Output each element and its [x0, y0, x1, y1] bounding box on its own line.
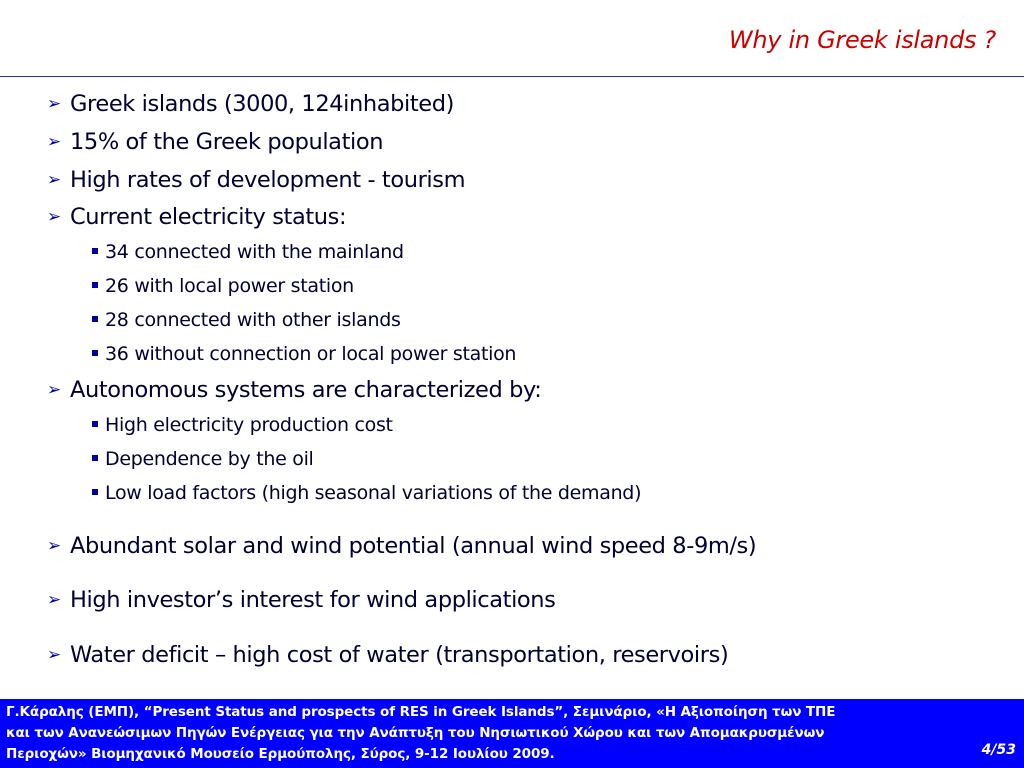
sub-bullet-text: High electricity production cost: [105, 414, 393, 436]
arrow-bullet-icon: ➢: [47, 170, 61, 190]
square-bullet-icon: [92, 282, 98, 288]
bullet-solar-wind: [47, 533, 756, 559]
sub-bullet-local-power: [92, 275, 354, 297]
sub-bullet-text: 36 without connection or local power station: [105, 343, 517, 365]
bullet-text: 15% of the Greek population: [70, 129, 384, 155]
bullet-text: High rates of development - tourism: [70, 167, 466, 193]
bullet-electricity-status: [47, 204, 346, 230]
sub-bullet-load-factors: [92, 482, 641, 504]
sub-bullet-oil-dependence: [92, 448, 314, 470]
footer-citation: [6, 702, 835, 765]
arrow-bullet-icon: ➢: [47, 132, 61, 152]
footer-citation-line: Γ.Κάραλης (ΕΜΠ), “Present Status and prospects of RES in Greek Islands”, Σεμινάριο, «Η Αξιοποίηση των ΤΠΕ: [6, 704, 836, 720]
bullet-text: Abundant solar and wind potential (annual wind speed 8-9m/s): [70, 533, 757, 559]
bullet-development: [47, 167, 465, 193]
bullet-text: High investor’s interest for wind applications: [70, 587, 556, 613]
bullet-greek-islands: [47, 91, 454, 117]
sub-bullet-text: 28 connected with other islands: [105, 309, 401, 331]
sub-bullet-other-islands: [92, 309, 401, 331]
bullet-text: Current electricity status:: [70, 204, 347, 230]
footer-citation-line: και των Ανανεώσιμων Πηγών Ενέργειας για την Ανάπτυξη του Νησιωτικού Χώρου και των Απομακρυσμένων: [6, 725, 825, 741]
sub-bullet-text: 26 with local power station: [105, 275, 354, 297]
square-bullet-icon: [92, 421, 98, 427]
sub-bullet-no-connection: [92, 343, 516, 365]
square-bullet-icon: [92, 316, 98, 322]
bullet-water-deficit: [47, 642, 728, 668]
sub-bullet-production-cost: [92, 414, 393, 436]
sub-bullet-text: Low load factors (high seasonal variations of the demand): [105, 482, 642, 504]
bullet-population: [47, 129, 383, 155]
arrow-bullet-icon: ➢: [47, 207, 61, 227]
sub-bullet-text: Dependence by the oil: [105, 448, 314, 470]
bullet-text: Autonomous systems are characterized by:: [70, 377, 542, 403]
title-divider: [0, 76, 1024, 77]
square-bullet-icon: [92, 455, 98, 461]
sub-bullet-text: 34 connected with the mainland: [105, 241, 404, 263]
footer-citation-line: Περιοχών» Βιομηχανικό Μουσείο Ερμούπολης, Σύρος, 9-12 Ιουλίου 2009.: [6, 746, 555, 762]
arrow-bullet-icon: ➢: [47, 645, 61, 665]
arrow-bullet-icon: ➢: [47, 590, 61, 610]
sub-bullet-mainland: [92, 241, 404, 263]
bullet-text: Greek islands (3000, 124inhabited): [70, 91, 454, 117]
page-number: 4/53: [981, 742, 1016, 758]
bullet-text: Water deficit – high cost of water (transportation, reservoirs): [70, 642, 729, 668]
bullet-autonomous-systems: [47, 377, 541, 403]
footer-bar: [0, 699, 1024, 768]
bullet-investor-interest: [47, 587, 555, 613]
arrow-bullet-icon: ➢: [47, 536, 61, 556]
slide-title: Why in Greek islands ?: [728, 26, 996, 54]
arrow-bullet-icon: ➢: [47, 380, 61, 400]
arrow-bullet-icon: ➢: [47, 94, 61, 114]
square-bullet-icon: [92, 248, 98, 254]
square-bullet-icon: [92, 489, 98, 495]
square-bullet-icon: [92, 350, 98, 356]
